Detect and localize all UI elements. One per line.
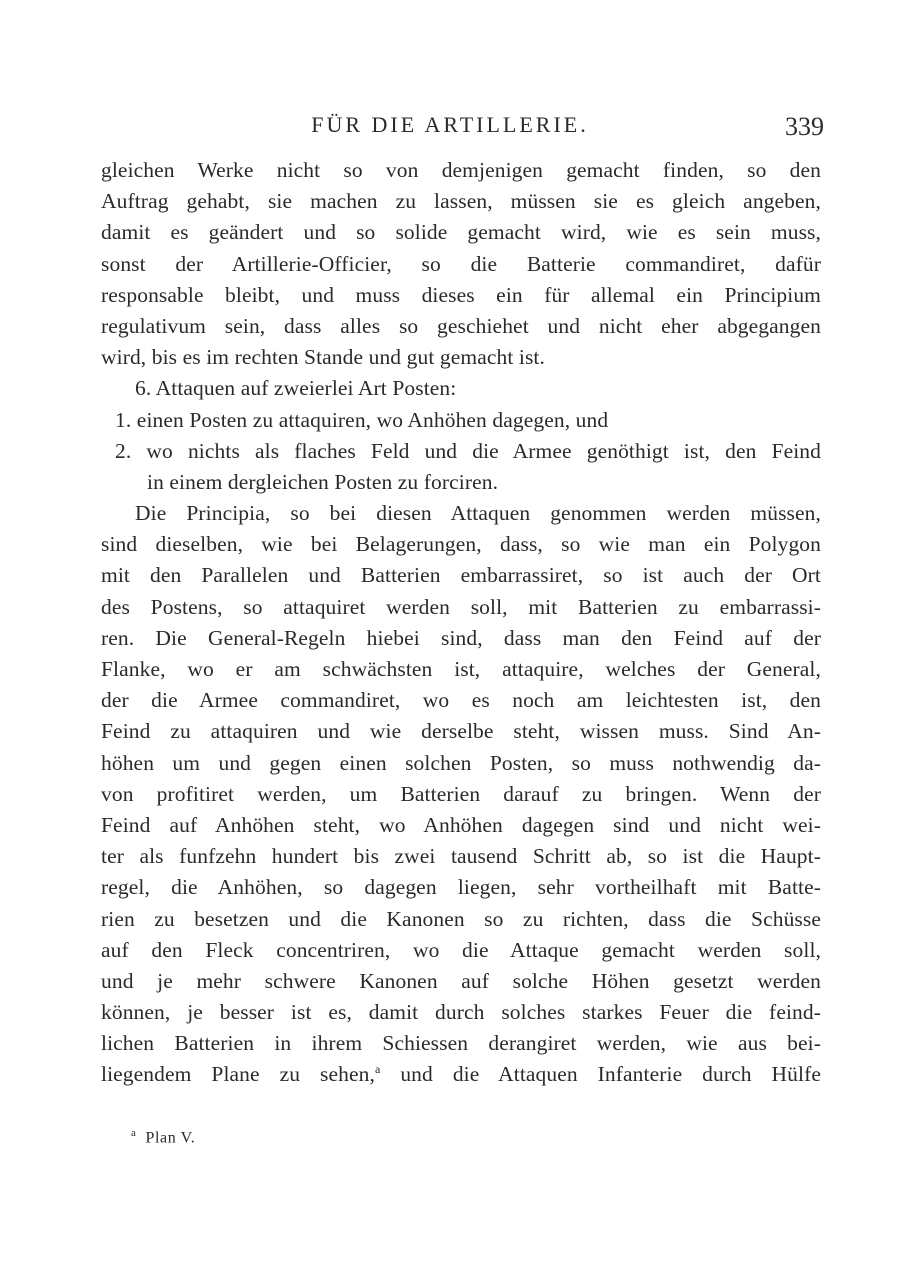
text-line: des Postens, so attaquiret werden soll, mit Batterien zu embarrassi- xyxy=(101,594,821,619)
text-line: sind dieselben, wie bei Belagerungen, dass, so wie man ein Polygon xyxy=(101,532,821,557)
footnote-text: Plan V. xyxy=(145,1129,196,1147)
list-item-continuation: in einem dergleichen Posten zu forciren. xyxy=(147,469,499,494)
text-line: mit den Parallelen und Batterien embarrassiret, so ist auch der Ort xyxy=(101,563,821,588)
text-line: ren. Die General-Regeln hiebei sind, dass man den Feind auf der xyxy=(101,625,821,650)
text-line: Feind zu attaquiren und wie derselbe steht, wissen muss. Sind An- xyxy=(101,719,821,744)
text-line: Flanke, wo er am schwächsten ist, attaquire, welches der General, xyxy=(101,657,821,681)
text-line: von profitiret werden, um Batterien darauf zu bringen. Wenn der xyxy=(101,781,821,806)
text-line: wird, bis es im rechten Stande und gut gemacht ist. xyxy=(101,345,545,370)
text-line: höhen um und gegen einen solchen Posten, so muss nothwendig da- xyxy=(101,750,821,775)
text-line: auf den Fleck concentriren, wo die Attaque gemacht werden soll, xyxy=(101,937,821,962)
running-title: FÜR DIE ARTILLERIE. xyxy=(311,112,589,137)
list-item: 1. einen Posten zu attaquiren, wo Anhöhen dagegen, und xyxy=(115,407,609,432)
text-line: damit es geändert und so solide gemacht wird, wie es sein muss, xyxy=(101,220,821,245)
text-line: sonst der Artillerie-Officier, so die Batterie commandiret, dafür xyxy=(101,251,821,276)
text-line: regulativum sein, dass alles so geschiehet und nicht eher abgegangen xyxy=(101,313,821,338)
text-line: regel, die Anhöhen, so dagegen liegen, sehr vortheilhaft mit Batte- xyxy=(101,875,821,900)
text-fragment: und die Attaquen Infanterie durch Hülfe xyxy=(400,1062,822,1087)
text-line: Die Principia, so bei diesen Attaquen genommen werden müssen, xyxy=(135,501,821,526)
list-item: 2. wo nichts als flaches Feld und die Armee genöthigt ist, den Feind xyxy=(115,438,821,463)
text-line: der die Armee commandiret, wo es noch am leichtesten ist, den xyxy=(101,688,821,713)
text-line: können, je besser ist es, damit durch solches starkes Feuer die feind- xyxy=(101,1000,821,1025)
footnote-marker: a xyxy=(131,1127,137,1139)
text-line: Auftrag gehabt, sie machen zu lassen, müssen sie es gleich angeben, xyxy=(101,189,821,214)
text-fragment: liegendem Plane zu sehen, xyxy=(101,1062,375,1087)
section-heading: 6. Attaquen auf zweierlei Art Posten: xyxy=(135,376,457,401)
page-header xyxy=(0,112,900,146)
text-line: gleichen Werke nicht so von demjenigen gemacht finden, so den xyxy=(101,158,821,182)
body-text xyxy=(101,155,821,1091)
footnote xyxy=(131,1127,195,1147)
text-line: responsable bleibt, und muss dieses ein für allemal ein Principium xyxy=(101,282,821,307)
text-line xyxy=(101,1059,821,1090)
text-line: und je mehr schwere Kanonen auf solche Höhen gesetzt werden xyxy=(101,968,821,993)
text-line: lichen Batterien in ihrem Schiessen derangiret werden, wie aus bei- xyxy=(101,1031,821,1056)
footnote-reference[interactable]: a xyxy=(374,1062,381,1077)
text-line: rien zu besetzen und die Kanonen so zu richten, dass die Schüsse xyxy=(101,906,821,931)
text-line: ter als funfzehn hundert bis zwei tausend Schritt ab, so ist die Haupt- xyxy=(101,844,821,869)
text-line: Feind auf Anhöhen steht, wo Anhöhen dagegen sind und nicht wei- xyxy=(101,812,821,837)
page-number: 339 xyxy=(785,112,824,141)
